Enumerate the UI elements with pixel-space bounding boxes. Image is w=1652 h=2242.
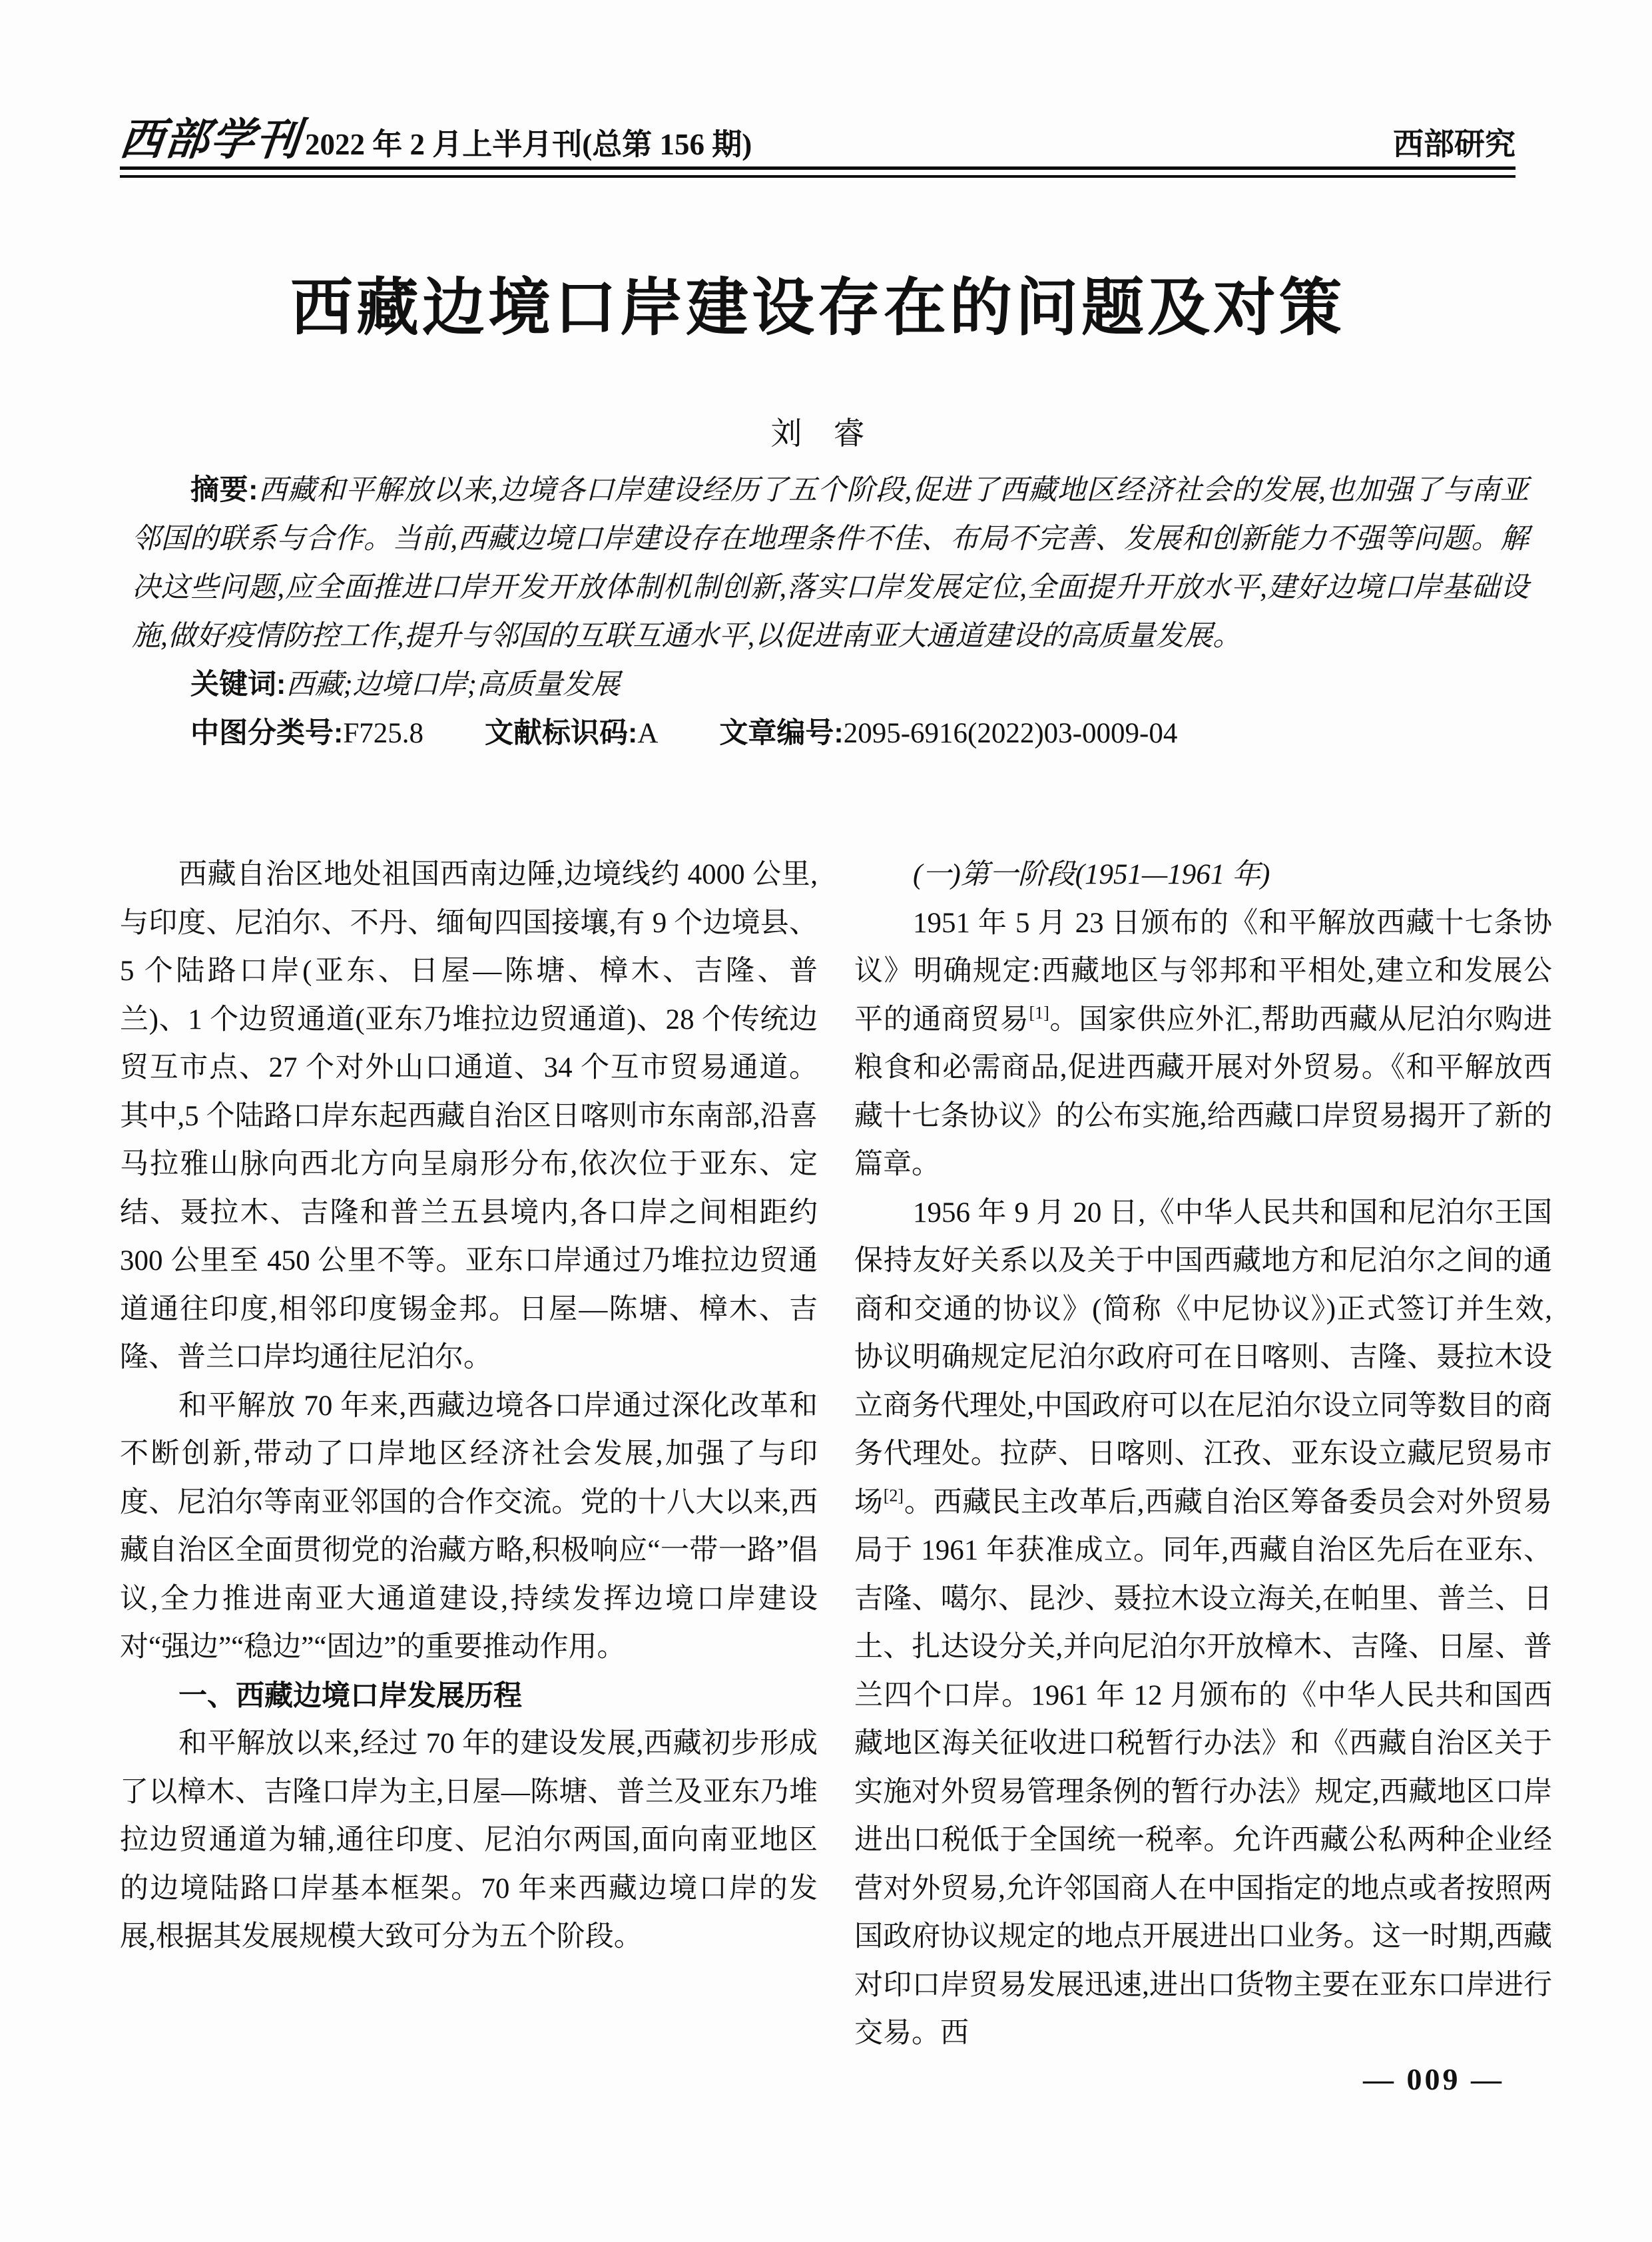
citation-ref: [2]: [883, 1486, 904, 1506]
keywords-label: 关键词:: [190, 669, 286, 701]
header-left: [117, 113, 752, 165]
abstract: [132, 466, 1529, 661]
meta-value: A: [637, 718, 659, 749]
page-number: — 009 —: [1363, 2062, 1504, 2096]
paragraph: 1956 年 9 月 20 日,《中华人民共和国和尼泊尔王国保持友好关系以及关于中国西藏地方和尼泊尔之间的通商和交通的协议》(简称《中尼协议》)正式签订并生效,协议明确规定尼泊尔政府可在日喀则、吉隆、聂拉木设立商务代理处,中国政府可以在尼泊尔设立同等数目的商务代理处。拉萨、日喀则、江孜、亚东设立藏尼贸易市场[2]。西藏民主改革后,西藏自治区筹备委员会对外贸易局于 1961 年获准成立。同年,西藏自治区先后在亚东、吉隆、噶尔、昆沙、聂拉木设立海关,在帕里、普兰、日土、扎达设分关,并向尼泊尔开放樟木、吉隆、日屋、普兰四个口岸。1961 年 12 月颁布的《中华人民共和国西藏地区海关征收进口税暂行办法》和《西藏自治区关于实施对外贸易管理条例的暂行办法》规定,西藏地区口岸进出口税低于全国统一税率。允许西藏公私两种企业经营对外贸易,允许邻国商人在中国指定的地点或者按照两国政府协议规定的地点开展进出口业务。这一时期,西藏对印口岸贸易发展迅速,进出口货物主要在亚东口岸进行交易。西: [854, 1197, 1552, 2049]
meta-line: [132, 709, 1529, 758]
keywords-text: 西藏;边境口岸;高质量发展: [286, 669, 620, 701]
citation-ref: [1]: [1029, 1003, 1049, 1023]
meta-item: [485, 718, 658, 749]
page-header: [117, 108, 1515, 165]
abstract-label: 摘要:: [190, 474, 258, 506]
paragraph: 和平解放 70 年来,西藏边境各口岸通过深化改革和不断创新,带动了口岸地区经济社会发展,加强了与印度、尼泊尔等南亚邻国的合作交流。党的十八大以来,西藏自治区全面贯彻党的治藏方略,积极响应“一带一路”倡议,全力推进南亚大通道建设,持续发挥边境口岸建设对“强边”“稳边”“固边”的重要推动作用。: [120, 1390, 818, 1663]
left-column: [120, 851, 818, 2090]
paragraph: 西藏自治区地处祖国西南边陲,边境线约 4000 公里,与印度、尼泊尔、不丹、缅甸四国接壤,有 9 个边境县、5 个陆路口岸(亚东、日屋—陈塘、樟木、吉隆、普兰)、1 个边贸通道(亚东乃堆拉边贸通道)、28 个传统边贸互市点、27 个对外山口通道、34 个互市贸易通道。其中,5 个陆路口岸东起西藏自治区日喀则市东南部,沿喜马拉雅山脉向西北方向呈扇形分布,依次位于亚东、定结、聂拉木、吉隆和普兰五县境内,各口岸之间相距约 300 公里至 450 公里不等。亚东口岸通过乃堆拉边贸通道通往印度,相邻印度锡金邦。日屋—陈塘、樟木、吉隆、普兰口岸均通往尼泊尔。: [120, 859, 818, 1373]
keywords-line: [132, 661, 1529, 709]
meta-item: [190, 718, 423, 749]
meta-label: 文献标识码:: [485, 717, 638, 749]
issue-info: 2022 年 2 月上半月刊(总第 156 期): [305, 127, 752, 161]
abstract-text: 西藏和平解放以来,边境各口岸建设经历了五个阶段,促进了西藏地区经济社会的发展,也加强了与南亚邻国的联系与合作。当前,西藏边境口岸建设存在地理条件不佳、布局不完善、发展和创新能力不强等问题。解决这些问题,应全面推进口岸开发开放体制机制创新,落实口岸发展定位,全面提升开放水平,建好边境口岸基础设施,做好疫情防控工作,提升与邻国的互联互通水平,以促进南亚大通道建设的高质量发展。: [132, 475, 1529, 652]
front-matter: [132, 466, 1529, 758]
section-label: 西部研究: [1393, 127, 1515, 162]
meta-label: 文章编号:: [719, 717, 844, 749]
header-double-rule: [120, 166, 1515, 178]
journal-logo: 西部学刊: [117, 113, 304, 165]
meta-value: 2095-6916(2022)03-0009-04: [843, 718, 1178, 749]
meta-item: [719, 718, 1177, 749]
section-heading: 一、西藏边境口岸发展历程: [178, 1679, 522, 1712]
right-column: [854, 851, 1552, 2090]
meta-label: 中图分类号:: [190, 717, 344, 749]
subsection-heading: (一)第一阶段(1951—1961 年): [913, 859, 1270, 890]
paragraph: 和平解放以来,经过 70 年的建设发展,西藏初步形成了以樟木、吉隆口岸为主,日屋—陈塘、普兰及亚东乃堆拉边贸通道为辅,通往印度、尼泊尔两国,面向南亚地区的边境陆路口岸基本框架。70 年来西藏边境口岸的发展,根据其发展规模大致可分为五个阶段。: [120, 1728, 818, 1952]
meta-value: F725.8: [343, 718, 423, 749]
article-title: 西藏边境口岸建设存在的问题及对策: [290, 274, 1345, 343]
author-name: 刘 睿: [770, 417, 865, 451]
paragraph: 1951 年 5 月 23 日颁布的《和平解放西藏十七条协议》明确规定:西藏地区与邻邦和平相处,建立和发展公平的通商贸易[1]。国家供应外汇,帮助西藏从尼泊尔购进粮食和必需商品,促进西藏开展对外贸易。《和平解放西藏十七条协议》的公布实施,给西藏口岸贸易揭开了新的篇章。: [854, 907, 1552, 1180]
